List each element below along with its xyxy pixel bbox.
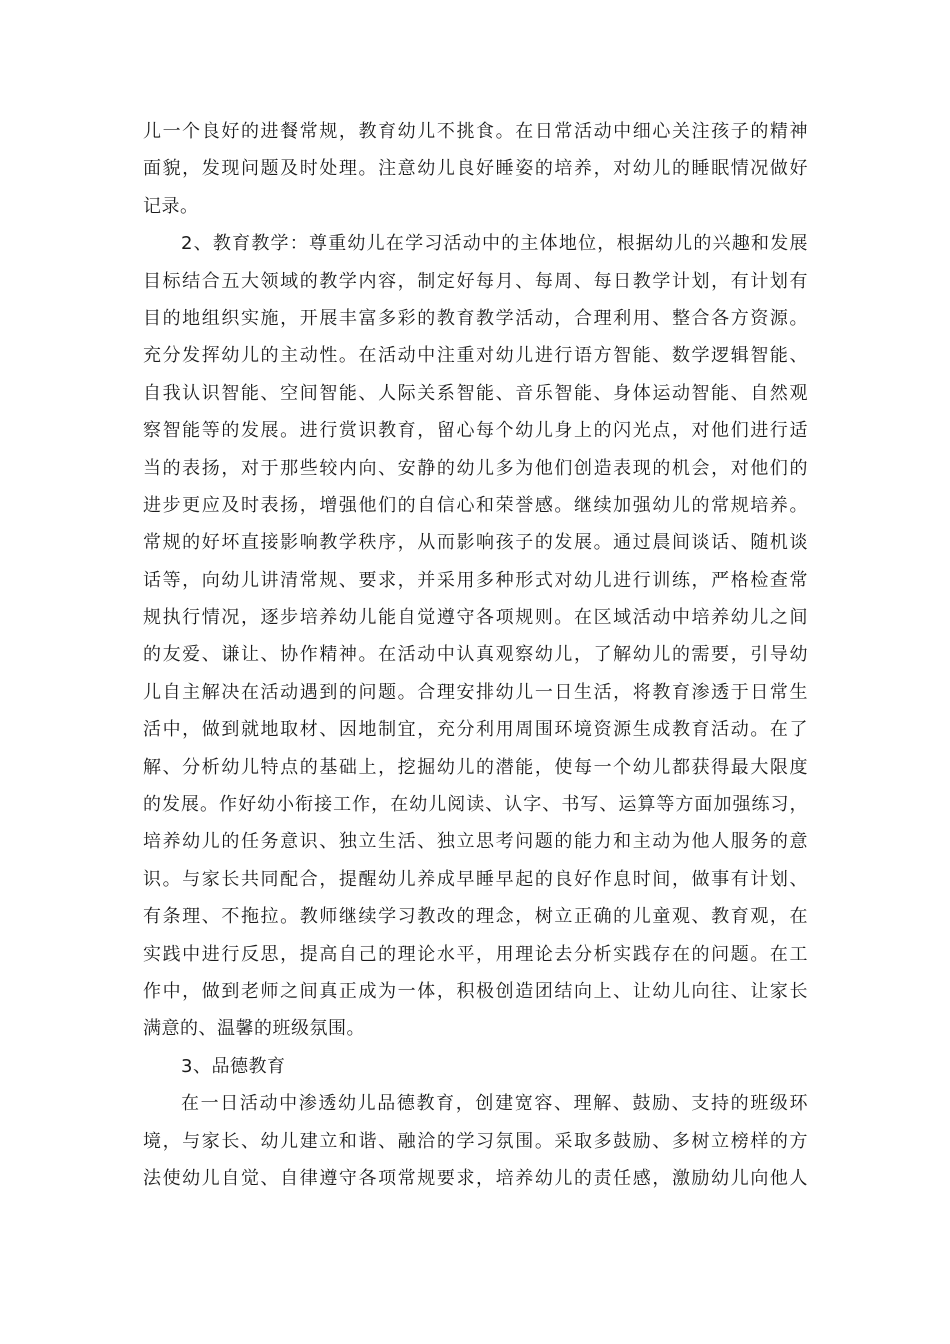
text-line: 记录。 [143,195,199,217]
text-line: 的发展。作好幼小衔接工作，在幼儿阅读、认字、书写、运算等方面加强练习， [143,794,808,816]
text-line: 实践中进行反思，提高自己的理论水平，用理论去分析实践存在的问题。在工 [143,943,808,965]
text-line: 培养幼儿的任务意识、独立生活、独立思考问题的能力和主动为他人服务的意 [143,831,808,853]
text-line: 境，与家长、幼儿建立和谐、融洽的学习氛围。采取多鼓励、多树立榜样的方 [143,1130,808,1152]
text-line: 的友爱、谦让、协作精神。在活动中认真观察幼儿，了解幼儿的需要，引导幼 [143,644,808,666]
text-line: 解、分析幼儿特点的基础上，挖掘幼儿的潜能，使每一个幼儿都获得最大限度 [143,756,808,778]
text-line: 话等，向幼儿讲清常规、要求，并采用多种形式对幼儿进行训练，严格检查常 [143,569,808,591]
text-line: 察智能等的发展。进行赏识教育，留心每个幼儿身上的闪光点，对他们进行适 [143,420,808,442]
text-line: 法使幼儿自觉、自律遵守各项常规要求，培养幼儿的责任感，激励幼儿向他人 [143,1167,808,1189]
text-line: 活中，做到就地取材、因地制宜，充分利用周围环境资源生成教育活动。在了 [143,719,808,741]
text-line: 进步更应及时表扬，增强他们的自信心和荣誉感。继续加强幼儿的常规培养。 [143,494,808,516]
text-line: 作中，做到老师之间真正成为一体，积极创造团结向上、让幼儿向往、让家长 [143,980,808,1002]
text-line: 在一日活动中渗透幼儿品德教育，创建宽容、理解、鼓励、支持的班级环 [181,1093,808,1115]
text-line: 充分发挥幼儿的主动性。在活动中注重对幼儿进行语方智能、数学逻辑智能、 [143,345,808,367]
text-line: 目的地组织实施，开展丰富多彩的教育教学活动，合理利用、整合各方资源。 [143,307,808,329]
text-line: 儿一个良好的进餐常规，教育幼儿不挑食。在日常活动中细心关注孩子的精神 [143,121,808,142]
text-line: 识。与家长共同配合，提醒幼儿养成早睡早起的良好作息时间，做事有计划、 [143,868,808,890]
text-line: 儿自主解决在活动遇到的问题。合理安排幼儿一日生活，将教育渗透于日常生 [143,681,808,703]
text-line: 自我认识智能、空间智能、人际关系智能、音乐智能、身体运动智能、自然观 [143,382,808,404]
text-line: 有条理、不拖拉。教师继续学习教改的理念，树立正确的儿童观、教育观，在 [143,906,808,928]
text-line: 2、教育教学：尊重幼儿在学习活动中的主体地位，根据幼儿的兴趣和发展 [181,233,808,255]
text-line: 规执行情况，逐步培养幼儿能自觉遵守各项规则。在区域活动中培养幼儿之间 [143,607,808,629]
text-line: 目标结合五大领域的教学内容，制定好每月、每周、每日教学计划，有计划有 [143,270,808,292]
text-line: 3、品德教育 [181,1055,286,1077]
text-line: 满意的、温馨的班级氛围。 [143,1018,365,1040]
text-line: 面貌，发现问题及时处理。注意幼儿良好睡姿的培养，对幼儿的睡眠情况做好 [143,158,808,180]
text-line: 当的表扬，对于那些较内向、安静的幼儿多为他们创造表现的机会，对他们的 [143,457,808,479]
text-line: 常规的好坏直接影响教学秩序，从而影响孩子的发展。通过晨间谈话、随机谈 [143,532,808,554]
document-body [143,113,808,1197]
